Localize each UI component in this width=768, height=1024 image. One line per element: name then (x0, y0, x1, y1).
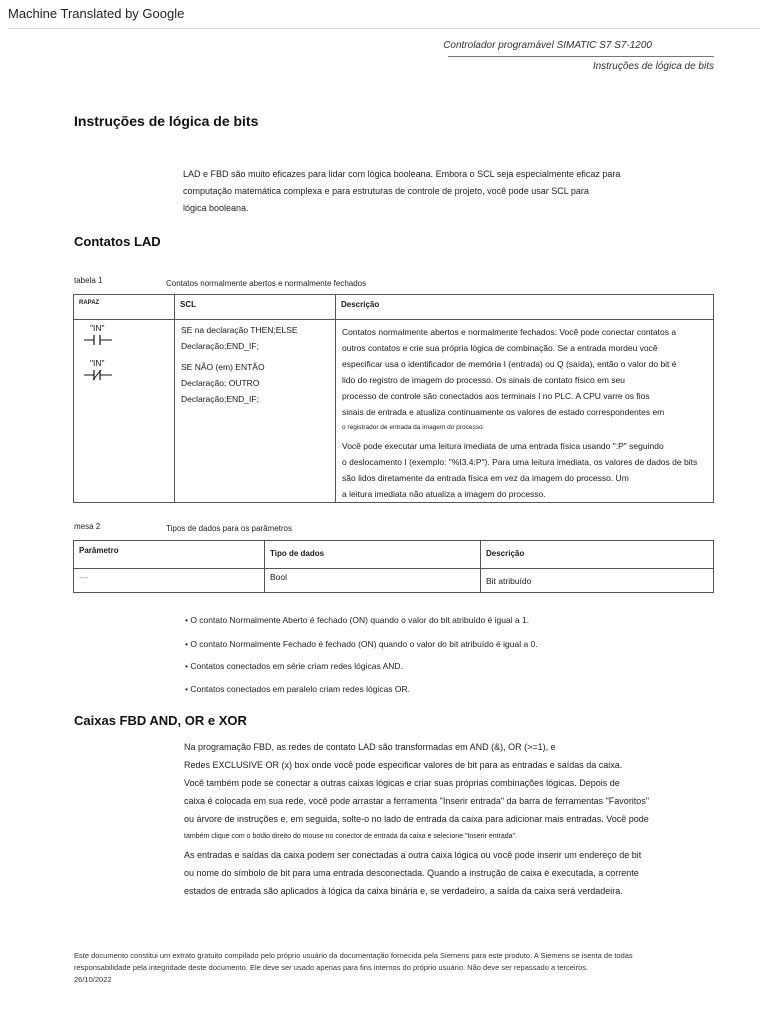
fbd-line: ou nome do símbolo de bit para uma entrada desconectada. Quando a instrução de caixa é executada, a corrente (184, 868, 639, 878)
fbd-paragraph-1 (184, 738, 724, 846)
table2-caption: Tipos de dados para os parâmetros (166, 524, 292, 533)
table1-description-cell (336, 320, 714, 503)
description-line: o registrador de entrada da imagem do processo. (342, 424, 485, 431)
intro-paragraph (183, 166, 723, 217)
fbd-line: Você também pode se conectar a outras caixas lógicas e criar suas próprias combinações lógicas. Depois de (184, 778, 620, 788)
fbd-line: ou árvore de instruções e, em seguida, solte-o no lado de entrada da caixa para adicionar mais entradas. Você pode (184, 814, 649, 824)
footer-disclaimer: responsabilidade pela integridade deste documento. Ele deve ser usado apenas para fins internos do próprio usuário. Não deve ser repassado a terceiros. (74, 963, 589, 972)
intro-line: LAD e FBD são muito eficazes para lidar com lógica booleana. Embora o SCL seja especialmente eficaz para (183, 169, 621, 179)
scl-nc-line: SE NÃO (em) ENTÃO (181, 362, 265, 372)
table2-header-parameter: Parâmetro (74, 541, 265, 569)
intro-line: computação matemática complexa e para estruturas de controle de projeto, você pode usar SCL para (183, 186, 589, 196)
description-line: a leitura imediata não atualiza a imagem do processo. (342, 489, 546, 499)
bullet-item: • Contatos conectados em série criam redes lógicas AND. (185, 661, 403, 671)
table2-label: mesa 2 (74, 522, 101, 531)
machine-translation-banner: Machine Translated by Google (8, 6, 185, 21)
contact-no-label: "IN" (90, 323, 105, 333)
fbd-line: estados de entrada são aplicados à lógica da caixa binária e, se verdadeiro, a saída da caixa será verdadeira. (184, 886, 623, 896)
table2-description-cell: Bit atribuído (481, 569, 714, 593)
footer-date: 26/10/2022 (74, 975, 112, 984)
section-title-bit-logic: Instruções de lógica de bits (74, 113, 259, 129)
normally-closed-contact-icon (84, 369, 112, 381)
description-line: especificar usa o identificador de memória I (entrada) ou Q (saída), então o valor do bit é (342, 359, 677, 369)
bullet-item: • O contato Normalmente Fechado é fechado (ON) quando o valor do bit atribuído é igual a 0. (185, 639, 538, 649)
table1-scl-cell (175, 320, 336, 503)
description-line: sinais de entrada e atualiza continuamente os valores de estado correspondentes em (342, 407, 665, 417)
scl-no-line: SE na declaração THEN;ELSE (181, 325, 298, 335)
table-data-types (73, 540, 714, 593)
table2-header-data-type: Tipo de dados (265, 541, 481, 569)
bullet-item: • O contato Normalmente Aberto é fechado (ON) quando o valor do bit atribuído é igual a 1. (185, 615, 530, 625)
bullet-item: • Contatos conectados em paralelo criam redes lógicas OR. (185, 684, 411, 694)
description-line: Contatos normalmente abertos e normalmente fechados: Você pode conectar contatos a (342, 327, 677, 337)
fbd-line: Redes EXCLUSIVE OR (x) box onde você pode especificar valores de bit para as entradas e saídas da caixa. (184, 760, 623, 770)
description-line: são lidos diretamente da entrada física em vez da imagem do processo. Um (342, 473, 629, 483)
description-line: lido do registro de imagem do processo. Os sinais de contato físico em seu (342, 375, 626, 385)
fbd-line: Na programação FBD, as redes de contato LAD são transformadas em AND (&), OR (>=1), e (184, 742, 556, 752)
description-line: Você pode executar uma leitura imediata de uma entrada física usando ":P" seguindo (342, 441, 664, 451)
table2-parameter-cell: ---- (74, 569, 265, 593)
description-line: outros contatos e crie sua própria lógica de combinação. Se a entrada mordeu você (342, 343, 658, 353)
fbd-line: também clique com o botão direito do mouse no conector de entrada da caixa e selecione "Inserir entrada". (184, 833, 517, 840)
table2-data-type-cell: Bool (265, 569, 481, 593)
scl-nc-line: Declaração;END_IF; (181, 394, 259, 404)
page-footer (74, 950, 714, 986)
table1-label: tabela 1 (74, 276, 103, 285)
intro-line: lógica booleana. (183, 203, 249, 213)
contact-nc-label: "IN" (90, 358, 105, 368)
running-header-product: Controlador programável SIMATIC S7 S7-1200 (443, 40, 652, 51)
table1-header-scl: SCL (175, 295, 336, 320)
table1-header-description: Descrição (336, 295, 714, 320)
description-line: processo de controle são conectados aos terminais I no PLC. A CPU varre os fios (342, 391, 650, 401)
footer-disclaimer: Este documento constitui um extrato gratuito compilado pelo próprio usuário da documentação fornecida pela Siemens para este produto. A Siemens se isenta de todas (74, 951, 633, 960)
section-title-lad-contacts: Contatos LAD (74, 234, 161, 249)
fbd-paragraph-2 (184, 846, 724, 900)
running-header-chapter: Instruções de lógica de bits (592, 61, 714, 72)
table1-header-lad: RAPAZ (74, 295, 175, 320)
table1-caption: Contatos normalmente abertos e normalmente fechados (166, 279, 367, 288)
normally-open-contact-icon (84, 334, 112, 346)
table-contacts (73, 294, 714, 503)
section-title-fbd-boxes: Caixas FBD AND, OR e XOR (74, 713, 247, 728)
banner-divider (8, 28, 760, 29)
description-line: o deslocamento I (exemplo: "%I3.4:P"). Para uma leitura imediata, os valores de dados de bits (342, 457, 698, 467)
scl-no-line: Declaração;END_IF; (181, 341, 259, 351)
table2-header-description: Descrição (481, 541, 714, 569)
table1-lad-cell (74, 320, 175, 503)
fbd-line: As entradas e saídas da caixa podem ser conectadas a outra caixa lógica ou você pode inserir um endereço de bit (184, 850, 642, 860)
fbd-line: caixa é colocada em sua rede, você pode arrastar a ferramenta "Inserir entrada" da barra de ferramentas "Favoritos" (184, 796, 650, 806)
running-header-divider (448, 56, 714, 57)
scl-nc-line: Declaração; OUTRO (181, 378, 260, 388)
